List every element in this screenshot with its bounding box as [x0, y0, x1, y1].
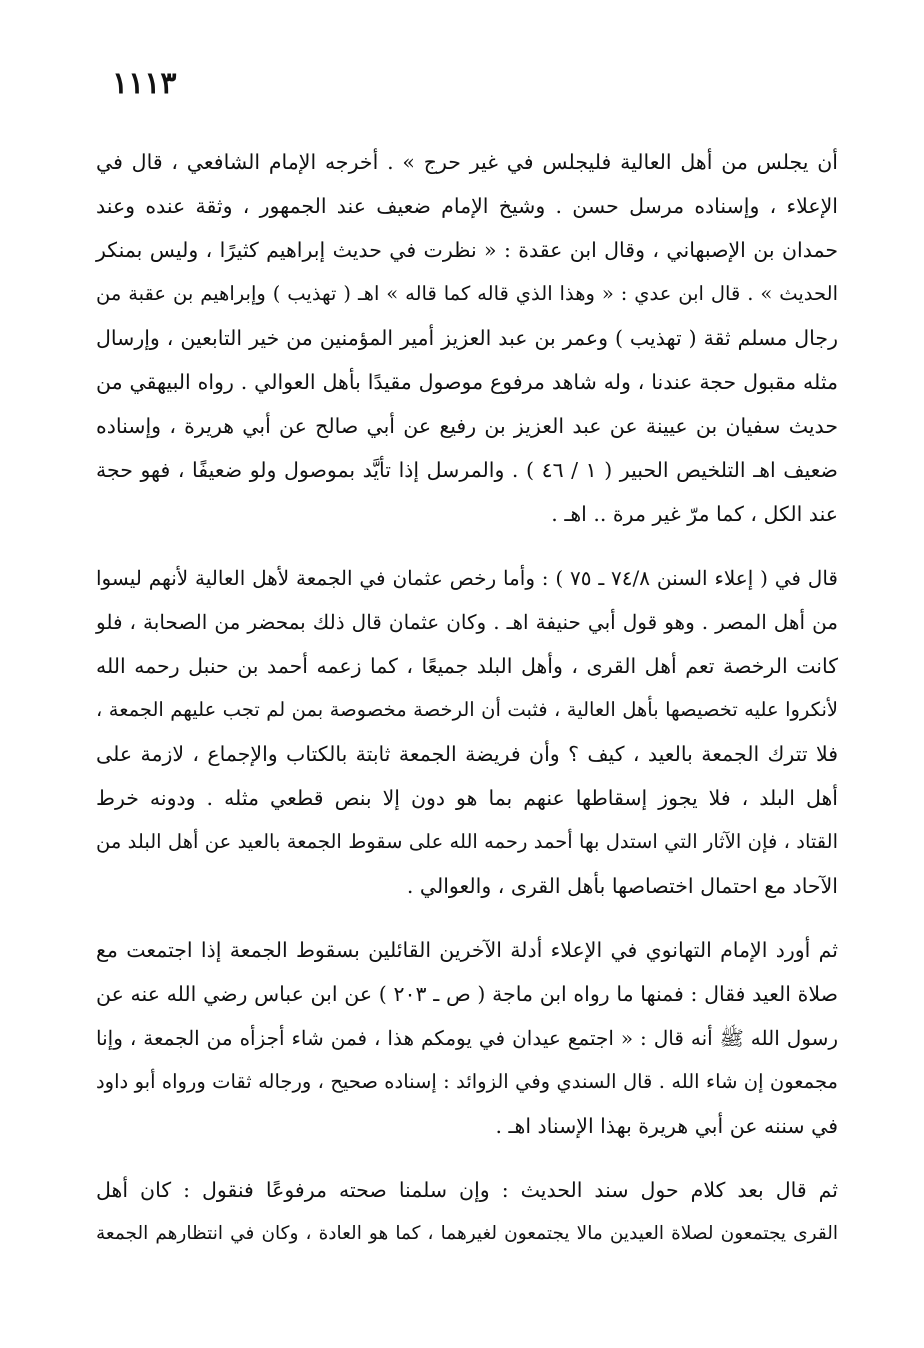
text-line: رجال مسلم ثقة ( تهذيب ) وعمر بن عبد العزيز أمير المؤمنين من خير التابعين ، وإرسال: [96, 326, 838, 350]
text-line: الحديث » . قال ابن عدي : « وهذا الذي قاله كما قاله » اهـ ( تهذيب ) وإبراهيم بن عقبة من: [96, 282, 838, 305]
text-line: لأنكروا عليه تخصيصها بأهل العالية ، فثبت أن الرخصة مخصوصة بمن لم تجب عليهم الجمعة ،: [96, 698, 838, 721]
text-line: حديث سفيان بن عيينة عن عبد العزيز بن رفيع عن أبي صالح عن أبي هريرة ، وإسناده: [96, 414, 838, 438]
text-line: من أهل المصر . وهو قول أبي حنيفة اهـ . وكان عثمان قال ذلك بمحضر من الصحابة ، فلو: [96, 610, 838, 634]
text-line: ثم أورد الإمام التهانوي في الإعلاء أدلة الآخرين القائلين بسقوط الجمعة إذا اجتمعت مع: [96, 938, 838, 962]
text-line: أن يجلس من أهل العالية فليجلس في غير حرج » . أخرجه الإمام الشافعي ، قال في: [96, 150, 838, 174]
text-line: كانت الرخصة تعم أهل القرى ، وأهل البلد جميعًا ، كما زعمه أحمد بن حنبل رحمه الله: [96, 654, 838, 678]
text-line: أهل البلد ، فلا يجوز إسقاطها عنهم بما هو دون إلا بنص قطعي مثله . ودونه خرط: [96, 786, 838, 810]
text-line: رسول الله ﷺ أنه قال : « اجتمع عيدان في يومكم هذا ، فمن شاء أجزأه من الجمعة ، وإنا: [96, 1026, 838, 1050]
body-text: [96, 140, 838, 1256]
text-line: القتاد ، فإن الآثار التي استدل بها أحمد رحمه الله على سقوط الجمعة بالعيد عن أهل البلد من: [96, 830, 838, 853]
text-line: حمدان بن الإصبهاني ، وقال ابن عقدة : « نظرت في حديث إبراهيم كثيرًا ، وليس بمنكر: [96, 238, 838, 262]
text-line: صلاة العيد فقال : فمنها ما رواه ابن ماجة ( ص ـ ٢٠٣ ) عن ابن عباس رضي الله عنه عن: [96, 982, 838, 1006]
text-line: في سننه عن أبي هريرة بهذا الإسناد اهـ .: [495, 1114, 838, 1138]
text-line: مجمعون إن شاء الله . قال السندي وفي الزوائد : إسناده صحيح ، ورجاله ثقات ورواه أبو داود: [96, 1070, 838, 1093]
paragraph-1: [96, 140, 838, 536]
text-line: القرى يجتمعون لصلاة العيدين مالا يجتمعون لغيرهما ، كما هو العادة ، وكان في انتظارهم الجمعة: [96, 1223, 838, 1244]
text-line: ضعيف اهـ التلخيص الحبير ( ١ / ٤٦ ) . والمرسل إذا تأيَّد بموصول ولو ضعيفًا ، فهو حجة: [96, 458, 838, 482]
paragraph-3: [96, 928, 838, 1148]
paragraph-4: [96, 1168, 838, 1256]
text-line: قال في ( إعلاء السنن ٧٤/٨ ـ ٧٥ ) : وأما رخص عثمان في الجمعة لأهل العالية لأنهم ليسوا: [96, 566, 838, 590]
text-line: عند الكل ، كما مرّ غير مرة .. اهـ .: [551, 502, 838, 526]
text-line: مثله مقبول حجة عندنا ، وله شاهد مرفوع موصول مقيدًا بأهل العوالي . رواه البيهقي من: [96, 370, 838, 394]
text-line: الآحاد مع احتمال اختصاصها بأهل القرى ، والعوالي .: [406, 874, 838, 898]
paragraph-2: [96, 556, 838, 908]
page-number: ١١١٣: [112, 66, 177, 101]
text-line: ثم قال بعد كلام حول سند الحديث : وإن سلمنا صحته مرفوعًا فنقول : كان أهل: [96, 1178, 838, 1202]
text-line: الإعلاء ، وإسناده مرسل حسن . وشيخ الإمام ضعيف عند الجمهور ، وثقة عنده وعند: [96, 194, 838, 218]
text-line: فلا تترك الجمعة بالعيد ، كيف ؟ وأن فريضة الجمعة ثابتة بالكتاب والإجماع ، لازمة على: [96, 742, 838, 766]
